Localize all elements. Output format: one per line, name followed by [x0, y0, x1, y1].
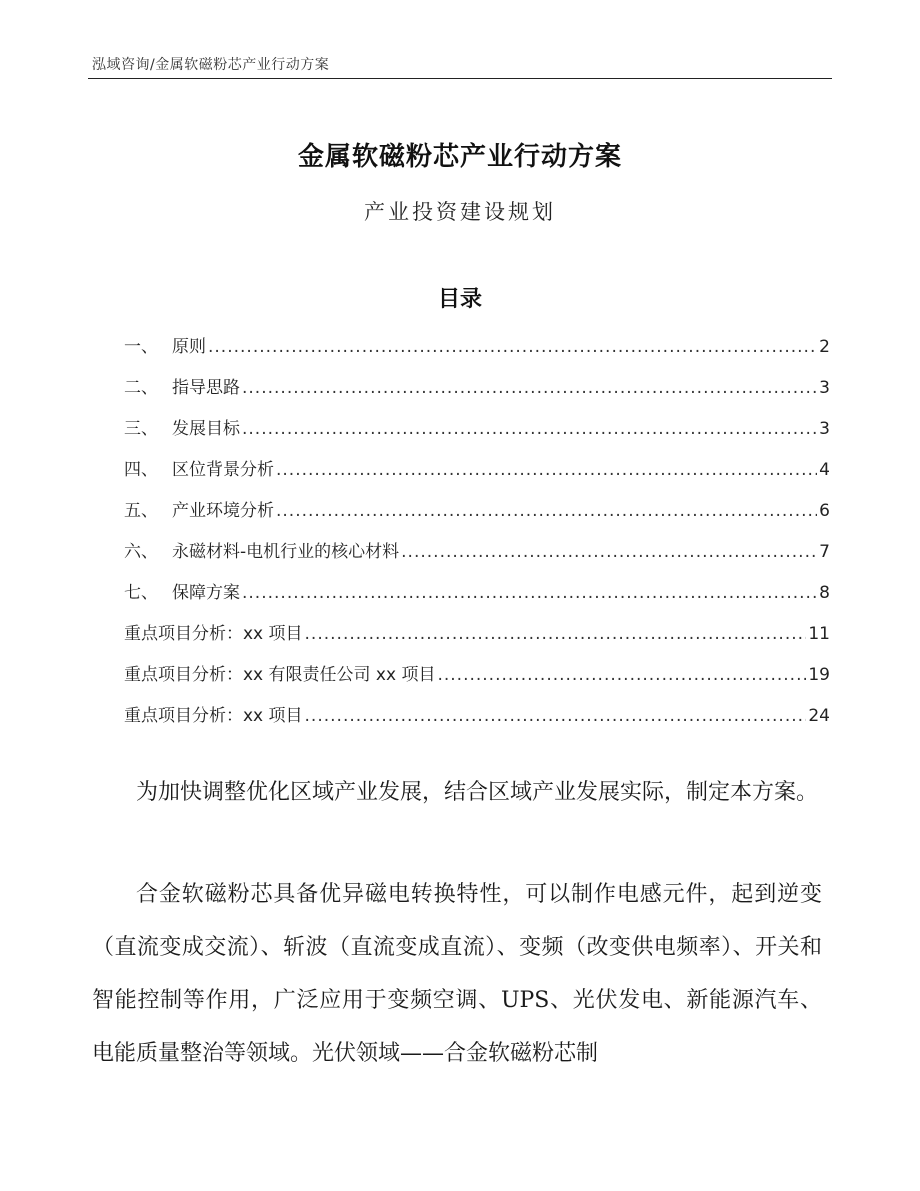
toc-dot-leader: [305, 706, 807, 726]
toc-dot-leader: [437, 665, 806, 685]
running-header: 泓域咨询/金属软磁粉芯产业行动方案: [92, 57, 330, 73]
toc-dot-leader: [276, 460, 817, 480]
body-paragraph-powder-core: 合金软磁粉芯具备优异磁电转换特性，可以制作电感元件，起到逆变（直流变成交流）、斩波（直流变成直流）、变频（改变供电频率）、开关和智能控制等作用，广泛应用于变频空调、UPS、光伏发电、新能源汽车、电能质量整治等领域。光伏领域——合金软磁粉芯制: [92, 882, 822, 1066]
toc-entry-number: 四、: [124, 460, 158, 480]
toc-dot-leader: [242, 378, 817, 398]
toc-entry-safeguard-plan[interactable]: [124, 578, 830, 619]
toc-entry-label: 发展目标: [172, 419, 240, 439]
toc-entry-page: 2: [819, 337, 830, 357]
toc-entry-number: 三、: [124, 419, 158, 439]
toc-entry-label: 指导思路: [172, 378, 240, 398]
toc-dot-leader: [242, 419, 817, 439]
toc-dot-leader: [276, 501, 817, 521]
toc-entry-number: 六、: [124, 542, 158, 562]
toc-entry-industry-environment[interactable]: [124, 496, 830, 537]
document-title: 金属软磁粉芯产业行动方案: [297, 142, 622, 172]
toc-entry-location-background[interactable]: [124, 455, 830, 496]
toc-entry-page: 11: [808, 624, 830, 644]
toc-entry-key-project-2[interactable]: [124, 660, 830, 701]
body-paragraph-intro-block: [92, 766, 822, 819]
toc-entry-principles[interactable]: [124, 332, 830, 373]
toc-entry-number: 一、: [124, 337, 158, 357]
toc-entry-page: 7: [819, 542, 830, 562]
toc-dot-leader: [305, 624, 807, 644]
table-of-contents: [124, 332, 830, 742]
body-paragraph-powder-core-block: [92, 868, 822, 1080]
toc-entry-label: 保障方案: [172, 583, 240, 603]
toc-entry-page: 8: [819, 583, 830, 603]
toc-entry-label: 区位背景分析: [172, 460, 274, 480]
toc-dot-leader: [401, 542, 817, 562]
header-divider: [88, 78, 832, 79]
toc-entry-label: 重点项目分析：xx 项目: [124, 624, 303, 644]
toc-entry-page: 4: [819, 460, 830, 480]
toc-entry-page: 6: [819, 501, 830, 521]
toc-entry-number: 七、: [124, 583, 158, 603]
toc-entry-label: 永磁材料-电机行业的核心材料: [172, 542, 400, 562]
toc-entry-label: 产业环境分析: [172, 501, 274, 521]
toc-entry-label: 重点项目分析：xx 项目: [124, 706, 303, 726]
toc-entry-label: 重点项目分析：xx 有限责任公司 xx 项目: [124, 665, 436, 685]
toc-dot-leader: [208, 337, 817, 357]
toc-entry-page: 24: [808, 706, 830, 726]
toc-entry-development-goals[interactable]: [124, 414, 830, 455]
toc-heading: 目录: [437, 287, 482, 312]
toc-dot-leader: [242, 583, 817, 603]
toc-entry-number: 五、: [124, 501, 158, 521]
toc-entry-page: 3: [819, 378, 830, 398]
toc-entry-page: 3: [819, 419, 830, 439]
toc-entry-key-project-3[interactable]: [124, 701, 830, 742]
toc-entry-key-project-1[interactable]: [124, 619, 830, 660]
toc-entry-page: 19: [808, 665, 830, 685]
toc-entry-permanent-magnet[interactable]: [124, 537, 830, 578]
toc-entry-label: 原则: [172, 337, 206, 357]
toc-entry-number: 二、: [124, 378, 158, 398]
toc-entry-guiding-ideas[interactable]: [124, 373, 830, 414]
document-subtitle: 产业投资建设规划: [364, 200, 556, 224]
body-paragraph-intro: 为加快调整优化区域产业发展，结合区域产业发展实际，制定本方案。: [136, 780, 819, 805]
